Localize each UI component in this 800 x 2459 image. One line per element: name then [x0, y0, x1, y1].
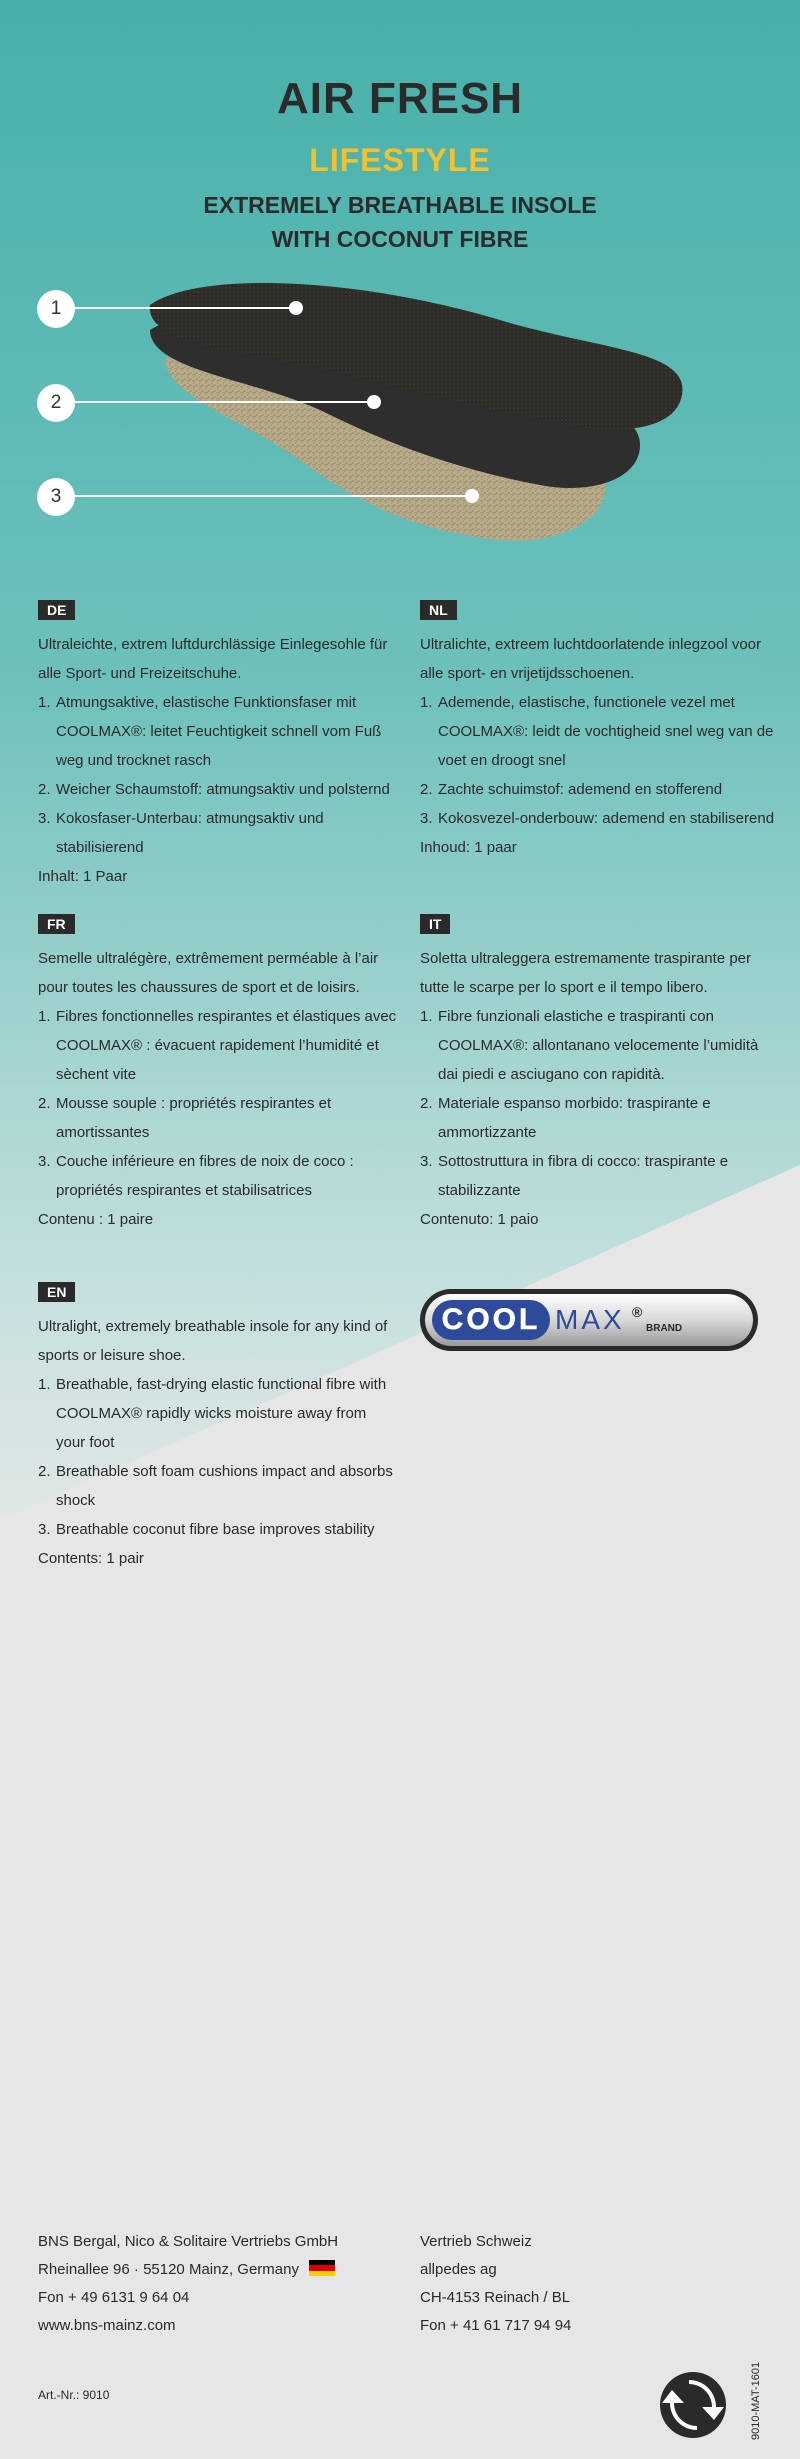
contents-nl: Inhoud: 1 paar — [420, 839, 517, 856]
footer-swiss-distribution — [420, 2228, 571, 2340]
feature-list-fr — [38, 1002, 398, 1205]
intro-fr: Semelle ultralégère, extrêmement perméable à l’air pour toutes les chaussures de sport et de loisirs. — [38, 950, 379, 996]
feature-list-de — [38, 688, 398, 862]
recycle-icon — [658, 2370, 728, 2440]
coolmax-cool-text: COOL — [441, 1303, 541, 1336]
company-name: BNS Bergal, Nico & Solitaire Vertriebs GmbH — [38, 2233, 339, 2250]
layer-marker-3: 3 — [37, 478, 75, 516]
vertical-code: 9010-MAT-1601 — [750, 2361, 762, 2440]
list-item: 2. Zachte schuimstof: ademend en stofferend — [420, 781, 723, 798]
product-tagline — [0, 188, 800, 256]
company-website: www.bns-mainz.com — [38, 2317, 176, 2334]
list-item: 1. Atmungsaktive, elastische Funktionsfaser mit COOLMAX®: leitet Feuchtigkeit schnell vom Fuß weg und trocknet rasch — [38, 694, 382, 769]
list-item: 3. Breathable coconut fibre base improves stability — [38, 1521, 375, 1538]
section-de — [38, 600, 398, 891]
language-tag-fr: FR — [38, 914, 75, 934]
contents-fr: Contenu : 1 paire — [38, 1211, 154, 1228]
intro-de: Ultraleichte, extrem luftdurchlässige Einlegesohle für alle Sport- und Freizeitschuhe. — [38, 636, 388, 682]
list-item: 1. Fibres fonctionnelles respirantes et élastiques avec COOLMAX® : évacuent rapidement l’humidité et sèchent vite — [38, 1008, 397, 1083]
list-item: 1. Ademende, elastische, functionele vezel met COOLMAX®: leidt de vochtigheid snel weg van de voet en droogt snel — [420, 694, 774, 769]
intro-nl: Ultralichte, extreem luchtdoorlatende inlegzool voor alle sport- en vrijetijdsschoenen. — [420, 636, 762, 682]
section-en — [38, 1282, 398, 1573]
layer-marker-1: 1 — [37, 290, 75, 328]
list-item: 2. Breathable soft foam cushions impact and absorbs shock — [38, 1463, 393, 1509]
list-item: 3. Kokosfaser-Unterbau: atmungsaktiv und stabilisierend — [38, 810, 324, 856]
product-subtitle: LIFESTYLE — [309, 142, 491, 178]
coolmax-brand-text: BRAND — [646, 1323, 683, 1334]
language-tag-de: DE — [38, 600, 75, 620]
list-item: 3. Kokosvezel-onderbouw: ademend en stabiliserend — [420, 810, 775, 827]
swiss-address: CH-4153 Reinach / BL — [420, 2289, 571, 2306]
section-nl — [420, 600, 780, 862]
intro-it: Soletta ultraleggera estremamente traspirante per tutte le scarpe per lo sport e il tempo libero. — [420, 950, 752, 996]
feature-list-nl — [420, 688, 780, 833]
feature-list-en — [38, 1370, 398, 1544]
list-item: 3. Sottostruttura in fibra di cocco: traspirante e stabilizzante — [420, 1153, 729, 1199]
product-title: AIR FRESH — [276, 74, 524, 123]
contents-en: Contents: 1 pair — [38, 1550, 144, 1567]
footer-company — [38, 2228, 338, 2340]
tagline-line-1: EXTREMELY BREATHABLE INSOLE — [203, 192, 597, 218]
section-it — [420, 914, 780, 1234]
language-tag-it: IT — [420, 914, 450, 934]
layer-marker-2: 2 — [37, 384, 75, 422]
list-item: 1. Breathable, fast-drying elastic functional fibre with COOLMAX® rapidly wicks moisture away from your foot — [38, 1376, 387, 1451]
section-fr — [38, 914, 398, 1234]
list-item: 2. Mousse souple : propriétés respirantes et amortissantes — [38, 1095, 332, 1141]
contents-it: Contenuto: 1 paio — [420, 1211, 539, 1228]
company-address: Rheinallee 96 · 55120 Mainz, Germany — [38, 2261, 299, 2278]
swiss-phone: Fon + 41 61 717 94 94 — [420, 2317, 572, 2334]
list-item: 2. Materiale espanso morbido: traspirante e ammortizzante — [420, 1095, 711, 1141]
feature-list-it — [420, 1002, 780, 1205]
language-tag-nl: NL — [420, 600, 457, 620]
article-number: Art.-Nr.: 9010 — [38, 2388, 110, 2402]
company-address-line — [38, 2256, 338, 2284]
coolmax-registered-mark: ® — [632, 1304, 643, 1320]
tagline-line-2: WITH COCONUT FIBRE — [271, 226, 529, 252]
language-tag-en: EN — [38, 1282, 75, 1302]
swiss-label: Vertrieb Schweiz — [420, 2233, 532, 2250]
insole-layers-illustration — [0, 270, 800, 590]
list-item: 2. Weicher Schaumstoff: atmungsaktiv und polsternd — [38, 781, 390, 798]
coolmax-max-text: MAX — [555, 1304, 625, 1335]
company-phone: Fon + 49 6131 9 64 04 — [38, 2289, 190, 2306]
contents-de: Inhalt: 1 Paar — [38, 868, 128, 885]
list-item: 1. Fibre funzionali elastiche e traspiranti con COOLMAX®: allontanano velocemente l’umidità dai piedi e asciugano con rapidità. — [420, 1008, 759, 1083]
flag-germany-icon — [309, 2260, 335, 2276]
swiss-company: allpedes ag — [420, 2261, 497, 2278]
intro-en: Ultralight, extremely breathable insole for any kind of sports or leisure shoe. — [38, 1318, 388, 1364]
coolmax-logo — [418, 1287, 760, 1353]
list-item: 3. Couche inférieure en fibres de noix de coco : propriétés respirantes et stabilisatrices — [38, 1153, 354, 1199]
